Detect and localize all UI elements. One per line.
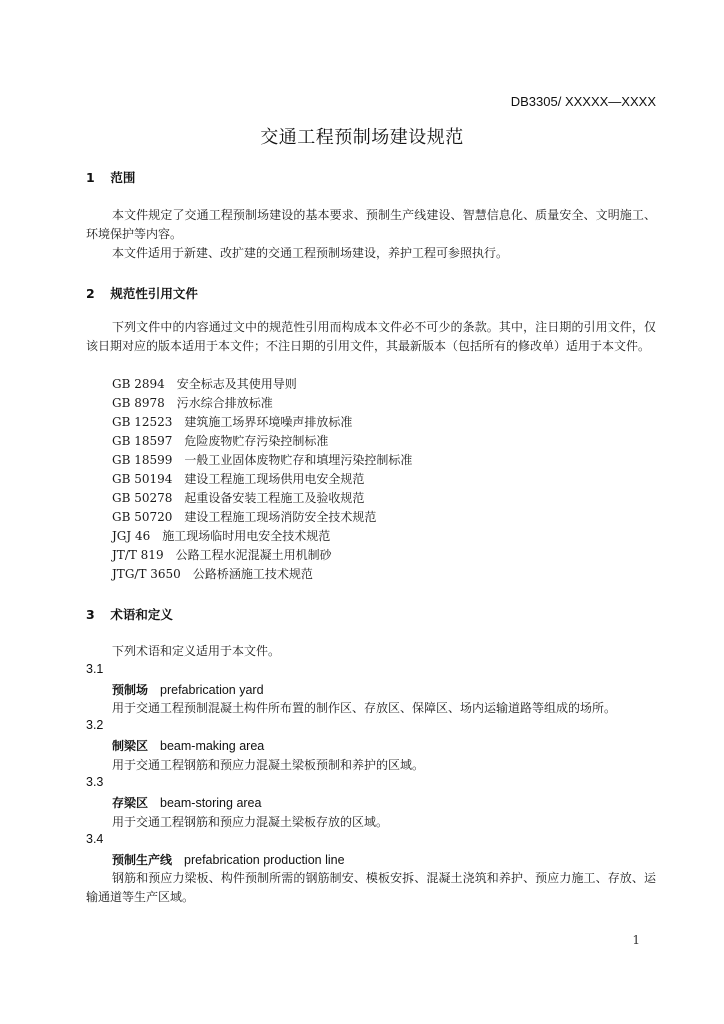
reference-item (112, 451, 412, 470)
reference-item (112, 489, 412, 508)
term-name-en: prefabrication production line (184, 853, 345, 867)
reference-item (112, 432, 412, 451)
reference-title: 公路工程水泥混凝土用机制砂 (175, 548, 332, 562)
section-1-paragraph-1: 本文件规定了交通工程预制场建设的基本要求、预制生产线建设、智慧信息化、质量安全、文明施工、环境保护等内容。 (86, 208, 656, 241)
reference-item (112, 470, 412, 489)
term-name-en: beam-storing area (160, 796, 262, 810)
reference-item (112, 546, 412, 565)
reference-code: GB 8978 (112, 396, 165, 410)
reference-code: GB 18597 (112, 434, 173, 448)
term-number: 3.4 (86, 832, 104, 846)
term-name (112, 681, 264, 698)
reference-title: 一般工业固体废物贮存和填埋污染控制标准 (184, 453, 413, 467)
term-name (112, 794, 261, 811)
reference-item (112, 565, 412, 584)
reference-code: GB 2894 (112, 377, 165, 391)
reference-list (112, 375, 412, 584)
term-definition: 用于交通工程钢筋和预应力混凝土梁板预制和养护的区域。 (112, 758, 425, 772)
section-3-number: 3 (86, 607, 95, 622)
document-code: DB3305/ XXXXX—XXXX (510, 94, 656, 109)
reference-title: 施工现场临时用电安全技术规范 (162, 529, 331, 543)
term-name-en: prefabrication yard (160, 683, 264, 697)
reference-title: 建设工程施工现场供用电安全规范 (184, 472, 365, 486)
reference-item (112, 413, 412, 432)
term-number: 3.2 (86, 718, 104, 732)
reference-title: 起重设备安装工程施工及验收规范 (184, 491, 365, 505)
section-2-number: 2 (86, 286, 95, 301)
section-2-intro: 下列文件中的内容通过文中的规范性引用而构成本文件必不可少的条款。其中，注日期的引用文件，仅该日期对应的版本适用于本文件；不注日期的引用文件，其最新版本（包括所有的修改单）适用于本文件。 (86, 320, 656, 353)
section-1-number: 1 (86, 170, 95, 185)
term-name-zh: 预制生产线 (112, 853, 173, 867)
term-name (112, 851, 345, 868)
term-name-zh: 制梁区 (112, 739, 149, 753)
term-definition: 用于交通工程钢筋和预应力混凝土梁板存放的区域。 (112, 815, 389, 829)
reference-code: GB 50194 (112, 472, 173, 486)
reference-title: 危险废物贮存污染控制标准 (184, 434, 329, 448)
reference-code: GB 50278 (112, 491, 173, 505)
term-name-zh: 预制场 (112, 683, 149, 697)
term-definition: 用于交通工程预制混凝土构件所布置的制作区、存放区、保障区、场内运输道路等组成的场所。 (112, 701, 617, 715)
term-definition: 钢筋和预应力梁板、构件预制所需的钢筋制安、模板安拆、混凝土浇筑和养护、预应力施工、存放、运输通道等生产区域。 (86, 871, 656, 904)
reference-code: JTG/T 3650 (112, 567, 181, 581)
reference-code: JT/T 819 (112, 548, 164, 562)
reference-title: 安全标志及其使用导则 (176, 377, 297, 391)
section-3-title: 术语和定义 (110, 607, 173, 622)
page-number: 1 (632, 933, 640, 947)
reference-code: GB 50720 (112, 510, 173, 524)
reference-code: GB 12523 (112, 415, 173, 429)
section-3-intro: 下列术语和定义适用于本文件。 (112, 644, 281, 658)
term-number: 3.3 (86, 775, 104, 789)
term-number: 3.1 (86, 662, 104, 676)
reference-code: GB 18599 (112, 453, 173, 467)
section-1-title: 范围 (110, 170, 136, 185)
section-3-heading (86, 605, 173, 623)
reference-item (112, 375, 412, 394)
section-1-heading (86, 168, 135, 186)
reference-code: JGJ 46 (112, 529, 151, 543)
reference-title: 公路桥涵施工技术规范 (192, 567, 313, 581)
reference-title: 建筑施工场界环境噪声排放标准 (184, 415, 353, 429)
section-2-heading (86, 284, 198, 302)
reference-title: 建设工程施工现场消防安全技术规范 (184, 510, 377, 524)
reference-item (112, 394, 412, 413)
term-name (112, 737, 264, 754)
section-2-title: 规范性引用文件 (110, 286, 198, 301)
term-name-en: beam-making area (160, 739, 265, 753)
section-1-paragraph-2: 本文件适用于新建、改扩建的交通工程预制场建设，养护工程可参照执行。 (112, 246, 509, 260)
reference-item (112, 527, 412, 546)
term-name-zh: 存梁区 (112, 796, 149, 810)
reference-title: 污水综合排放标准 (176, 396, 273, 410)
reference-item (112, 508, 412, 527)
document-title: 交通工程预制场建设规范 (260, 127, 464, 148)
